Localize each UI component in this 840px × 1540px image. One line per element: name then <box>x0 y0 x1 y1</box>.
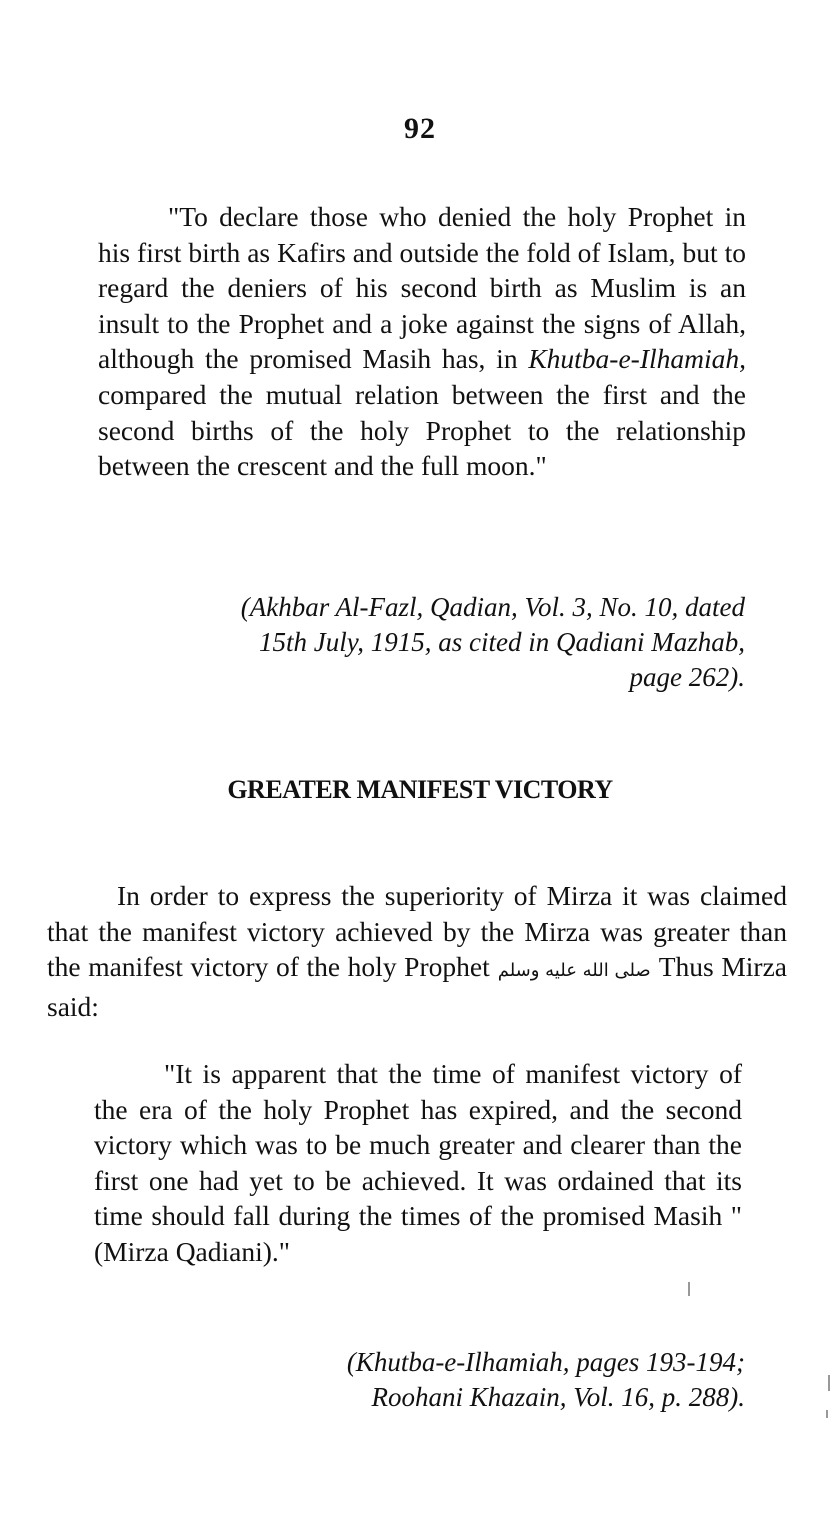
body-text-start: In order to express the superiority of Mirza it was claimed that the manifest victory achieved by the Mirza was greater than the manifest victory of the holy Prophet <box>47 880 787 983</box>
citation-line: (Akhbar Al-Fazl, Qadian, Vol. 3, No. 10, dated <box>240 592 745 622</box>
body-paragraph <box>47 878 787 1024</box>
page-number: 92 <box>404 112 436 145</box>
body-text <box>47 878 787 1024</box>
citation-line: Roohani Khazain, Vol. 16, p. 288). <box>371 1382 745 1412</box>
body-text-end: Thus Mirza said: <box>47 951 787 1022</box>
citation-akhbar-al-fazl <box>105 590 745 695</box>
quote-text-start: "To declare those who denied the holy Prophet in his first birth as Kafirs and outside the fold of Islam, but to regard the deniers of his second birth as Muslim is an insult to the Prophet and a joke against the signs of Allah, although the promised Masih has, in <box>98 201 746 375</box>
arabic-salutation: صلى الله عليه وسلم <box>497 960 651 982</box>
scan-artifact <box>826 1410 828 1418</box>
section-heading: GREATER MANIFEST VICTORY <box>227 775 613 804</box>
citation-line: page 262). <box>629 662 745 692</box>
quote-block-manifest-victory <box>94 1056 742 1270</box>
scan-artifact <box>828 1375 830 1391</box>
quote-text-end: compared the mutual relation between the first and the second births of the holy Prophet to the relationship between the crescent and the full moon." <box>98 378 746 482</box>
book-title-italic: Khutba-e-Ilhamiah, <box>528 343 746 375</box>
scan-artifact <box>688 1282 690 1296</box>
quote-paragraph <box>98 199 746 484</box>
citation-line: 15th July, 1915, as cited in Qadiani Mazhab, <box>259 627 745 657</box>
quote-paragraph: "It is apparent that the time of manifest victory of the era of the holy Prophet has expired, and the second victory which was to be much greater and clearer than the first one had yet to be achieved. It was ordained that its time should fall during the times of the promised Masih "(Mirza Qadiani)." <box>94 1058 742 1267</box>
citation-khutba-e-ilhamiah <box>105 1345 745 1415</box>
quote-block-first-birth <box>98 199 746 484</box>
citation-line: (Khutba-e-Ilhamiah, pages 193-194; <box>346 1347 745 1377</box>
